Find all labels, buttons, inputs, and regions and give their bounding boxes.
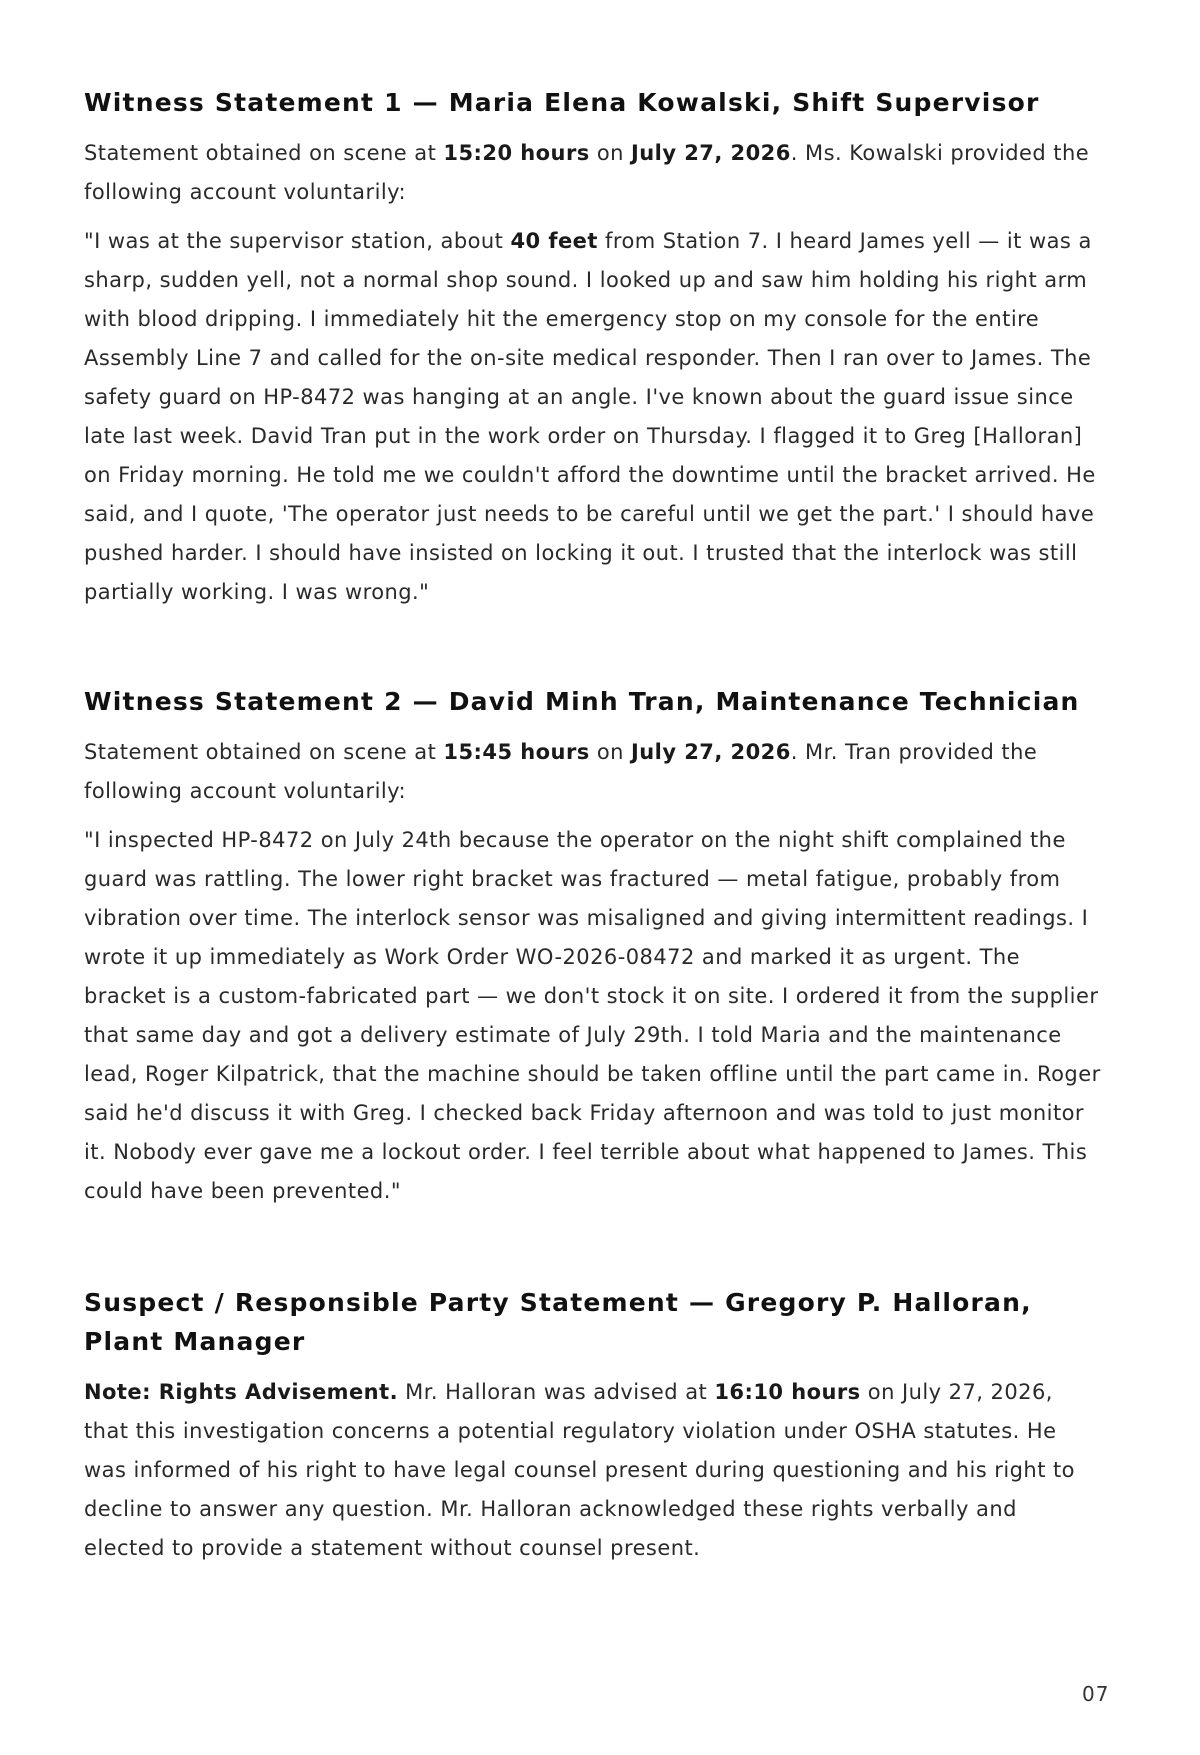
witness-statement-2	[84, 682, 1104, 1221]
intro-text: . Mr. Tran provided the following account voluntarily:	[84, 740, 1038, 803]
intro-text: Statement obtained on scene at	[84, 740, 444, 764]
note-text: on July 27, 2026, that this investigation concerns a potential regulatory violation under OSHA statutes. He was informed of his right to have legal counsel present during questioning and his right to decline to answer any question. Mr. Halloran acknowledged these rights verbally and elected to provide a statement without counsel present.	[84, 1380, 1075, 1560]
note-time: 16:10 hours	[714, 1380, 861, 1404]
intro-text: on	[589, 740, 632, 764]
intro-date: July 27, 2026	[631, 740, 791, 764]
note-text: Mr. Halloran was advised at	[398, 1380, 715, 1404]
note-label: Note: Rights Advisement.	[84, 1380, 398, 1404]
quote-text: "I was at the supervisor station, about	[84, 229, 511, 253]
quote-text: from Station 7. I heard James yell — it was a sharp, sudden yell, not a normal shop sound. I looked up and saw him holding his right arm with blood dripping. I immediately hit the emergency stop on my console for the entire Assembly Line 7 and called for the on-site medical responder. Then I ran over to James. The safety guard on HP-8472 was hanging at an angle. I've known about the guard issue since late last week. David Tran put in the work order on Thursday. I flagged it to Greg [Halloran] on Friday morning. He told me we couldn't afford the downtime until the bracket arrived. He said, and I quote, 'The operator just needs to be careful until we get the part.' I should have pushed harder. I should have insisted on locking it out. I trusted that the interlock was still partially working. I was wrong."	[84, 229, 1096, 604]
statement-quote: "I inspected HP-8472 on July 24th because the operator on the night shift complained the guard was rattling. The lower right bracket was fractured — metal fatigue, probably from vibration over time. The interlock sensor was misaligned and giving intermittent readings. I wrote it up immediately as Work Order WO-2026-08472 and marked it as urgent. The bracket is a custom-fabricated part — we don't stock it on site. I ordered it from the supplier that same day and got a delivery estimate of July 29th. I told Maria and the maintenance lead, Roger Kilpatrick, that the machine should be taken offline until the part came in. Roger said he'd discuss it with Greg. I checked back Friday afternoon and was told to just monitor it. Nobody ever gave me a lockout order. I feel terrible about what happened to James. This could have been prevented."	[84, 828, 1101, 1203]
section-heading: Witness Statement 1 — Maria Elena Kowalski, Shift Supervisor	[84, 88, 1040, 117]
rights-advisement-note	[84, 1373, 1104, 1568]
responsible-party-statement	[84, 1283, 1104, 1578]
page-number: 07	[1082, 1682, 1110, 1706]
intro-text: Statement obtained on scene at	[84, 141, 444, 165]
quote-distance: 40 feet	[510, 229, 598, 253]
statement-quote	[84, 222, 1104, 612]
intro-text: . Ms. Kowalski provided the following account voluntarily:	[84, 141, 1090, 204]
statement-intro	[84, 733, 1104, 811]
section-heading: Suspect / Responsible Party Statement — Gregory P. Halloran, Plant Manager	[84, 1288, 1032, 1356]
intro-time: 15:20 hours	[443, 141, 590, 165]
intro-text: on	[589, 141, 632, 165]
statement-intro	[84, 134, 1104, 212]
intro-date: July 27, 2026	[631, 141, 791, 165]
section-heading: Witness Statement 2 — David Minh Tran, Maintenance Technician	[84, 687, 1080, 716]
witness-statement-1	[84, 83, 1104, 622]
intro-time: 15:45 hours	[443, 740, 590, 764]
